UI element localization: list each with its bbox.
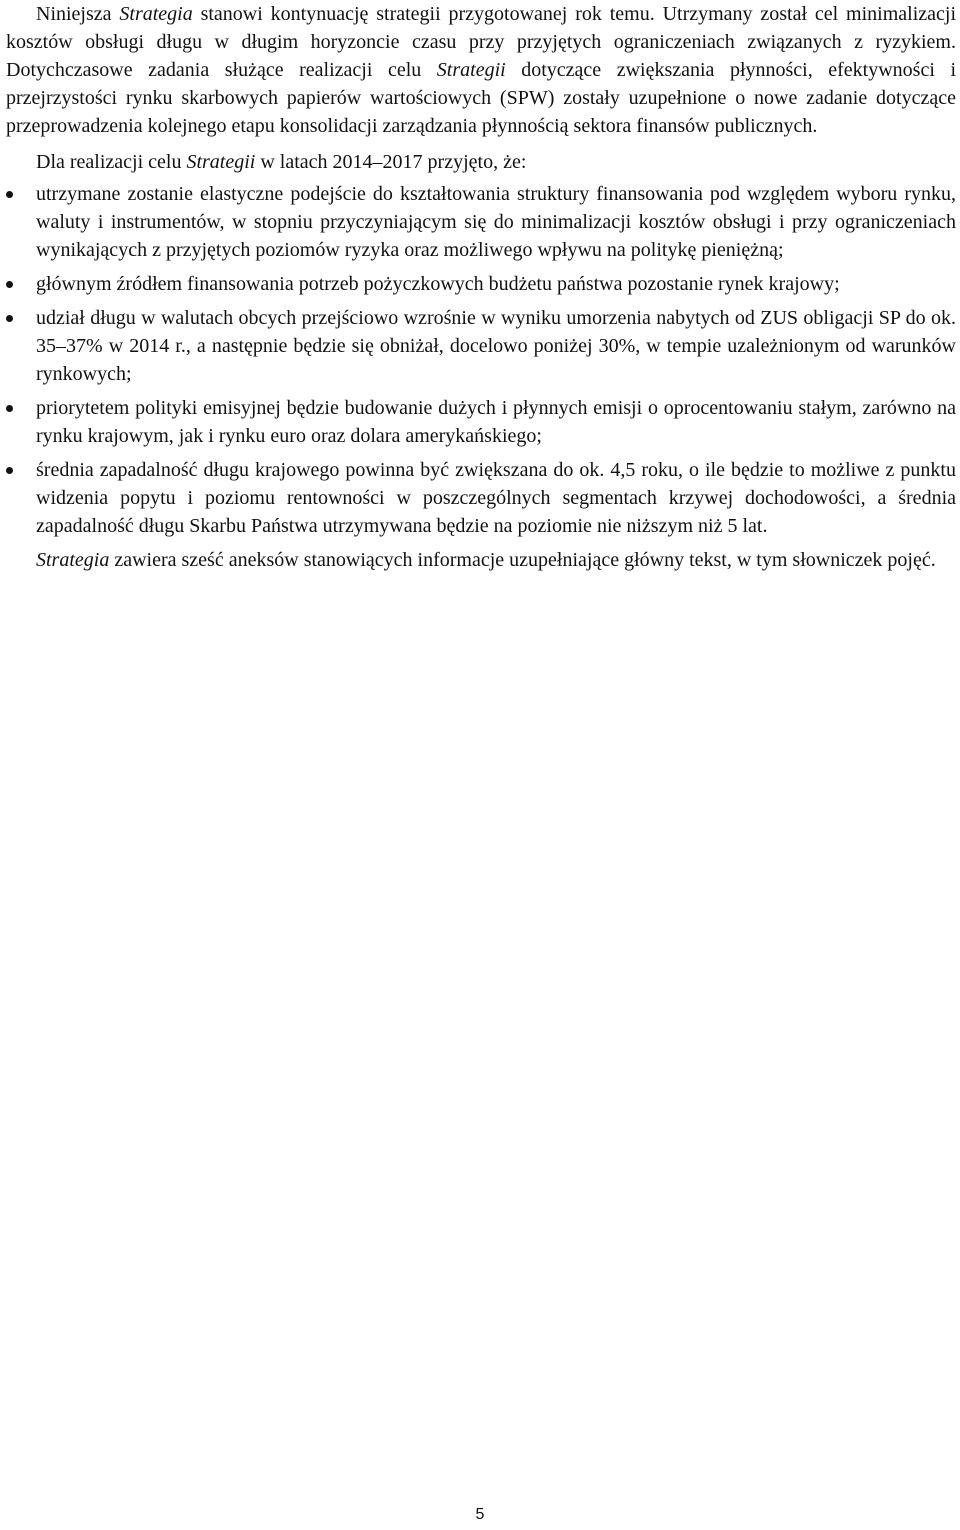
intro-paragraph: [6, 0, 956, 140]
list-item-text: średnia zapadalność długu krajowego powinna być zwiększana do ok. 4,5 roku, o ile będzie to możliwe z punktu widzenia popytu i poziomu rentowności w poszczególnych segmentach krzywej dochodowości, a średnia zapadalność długu Skarbu Państwa utrzymywana będzie na poziomie nie niższym niż 5 lat.: [36, 459, 956, 537]
list-item: [6, 456, 956, 540]
bullet-icon: [6, 405, 13, 412]
intro-text-part-2: stanowi kontynuację strategii przygotowanej rok temu. Utrzymany został cel minimalizacji kosztów obsługi długu w długim horyzoncie czasu przy przyjętych ograniczeniach związanych z ryzykiem. Dotychczasowe zadania służące realizacji celu: [6, 3, 957, 81]
intro-strategia-italic: Strategia: [119, 3, 193, 25]
list-item: [6, 304, 956, 388]
bullet-icon: [6, 281, 13, 288]
list-item: [6, 270, 956, 298]
bullet-icon: [6, 315, 13, 322]
bullet-icon: [6, 191, 13, 198]
lead-paragraph: [6, 148, 956, 176]
assumptions-list: [6, 180, 956, 540]
list-item-text: priorytetem polityki emisyjnej będzie budowanie dużych i płynnych emisji o oprocentowaniu stałym, zarówno na rynku krajowym, jak i rynku euro oraz dolara amerykańskiego;: [36, 397, 956, 447]
intro-strategii-italic: Strategii: [436, 59, 506, 81]
bullet-icon: [6, 467, 13, 474]
list-item: [6, 180, 956, 264]
list-item-text: głównym źródłem finansowania potrzeb pożyczkowych budżetu państwa pozostanie rynek krajowy;: [36, 273, 840, 295]
closing-paragraph: [6, 546, 956, 574]
lead-strategii-italic: Strategii: [186, 151, 256, 173]
lead-text-part-2: w latach 2014–2017 przyjęto, że:: [255, 151, 527, 173]
closing-strategia-italic: Strategia: [36, 549, 110, 571]
intro-text-part-3: dotyczące zwiększania płynności, efektywności i przejrzystości rynku skarbowych papierów wartościowych (SPW) zostały uzupełnione o nowe zadanie dotyczące przeprowadzenia kolejnego etapu konsolidacji zarządzania płynnością sektora finansów publicznych.: [6, 59, 956, 137]
document-page: [6, 0, 956, 574]
lead-text-part-1: Dla realizacji celu: [36, 151, 187, 173]
list-item-text: udział długu w walutach obcych przejściowo wzrośnie w wyniku umorzenia nabytych od ZUS obligacji SP do ok. 35–37% w 2014 r., a następnie będzie się obniżał, docelowo poniżej 30%, w tempie uzależnionym od warunków rynkowych;: [36, 307, 956, 385]
list-item: [6, 394, 956, 450]
closing-text: zawiera sześć aneksów stanowiących informacje uzupełniające główny tekst, w tym słowniczek pojęć.: [109, 549, 936, 571]
page-number: 5: [475, 1506, 485, 1523]
intro-text-part-1: Niniejsza: [36, 3, 120, 25]
list-item-text: utrzymane zostanie elastyczne podejście do kształtowania struktury finansowania pod względem wyboru rynku, waluty i instrumentów, w stopniu przyczyniającym się do minimalizacji kosztów obsługi i przy ograniczeniach wynikających z przyjętych poziomów ryzyka oraz możliwego wpływu na politykę pieniężną;: [36, 183, 956, 261]
